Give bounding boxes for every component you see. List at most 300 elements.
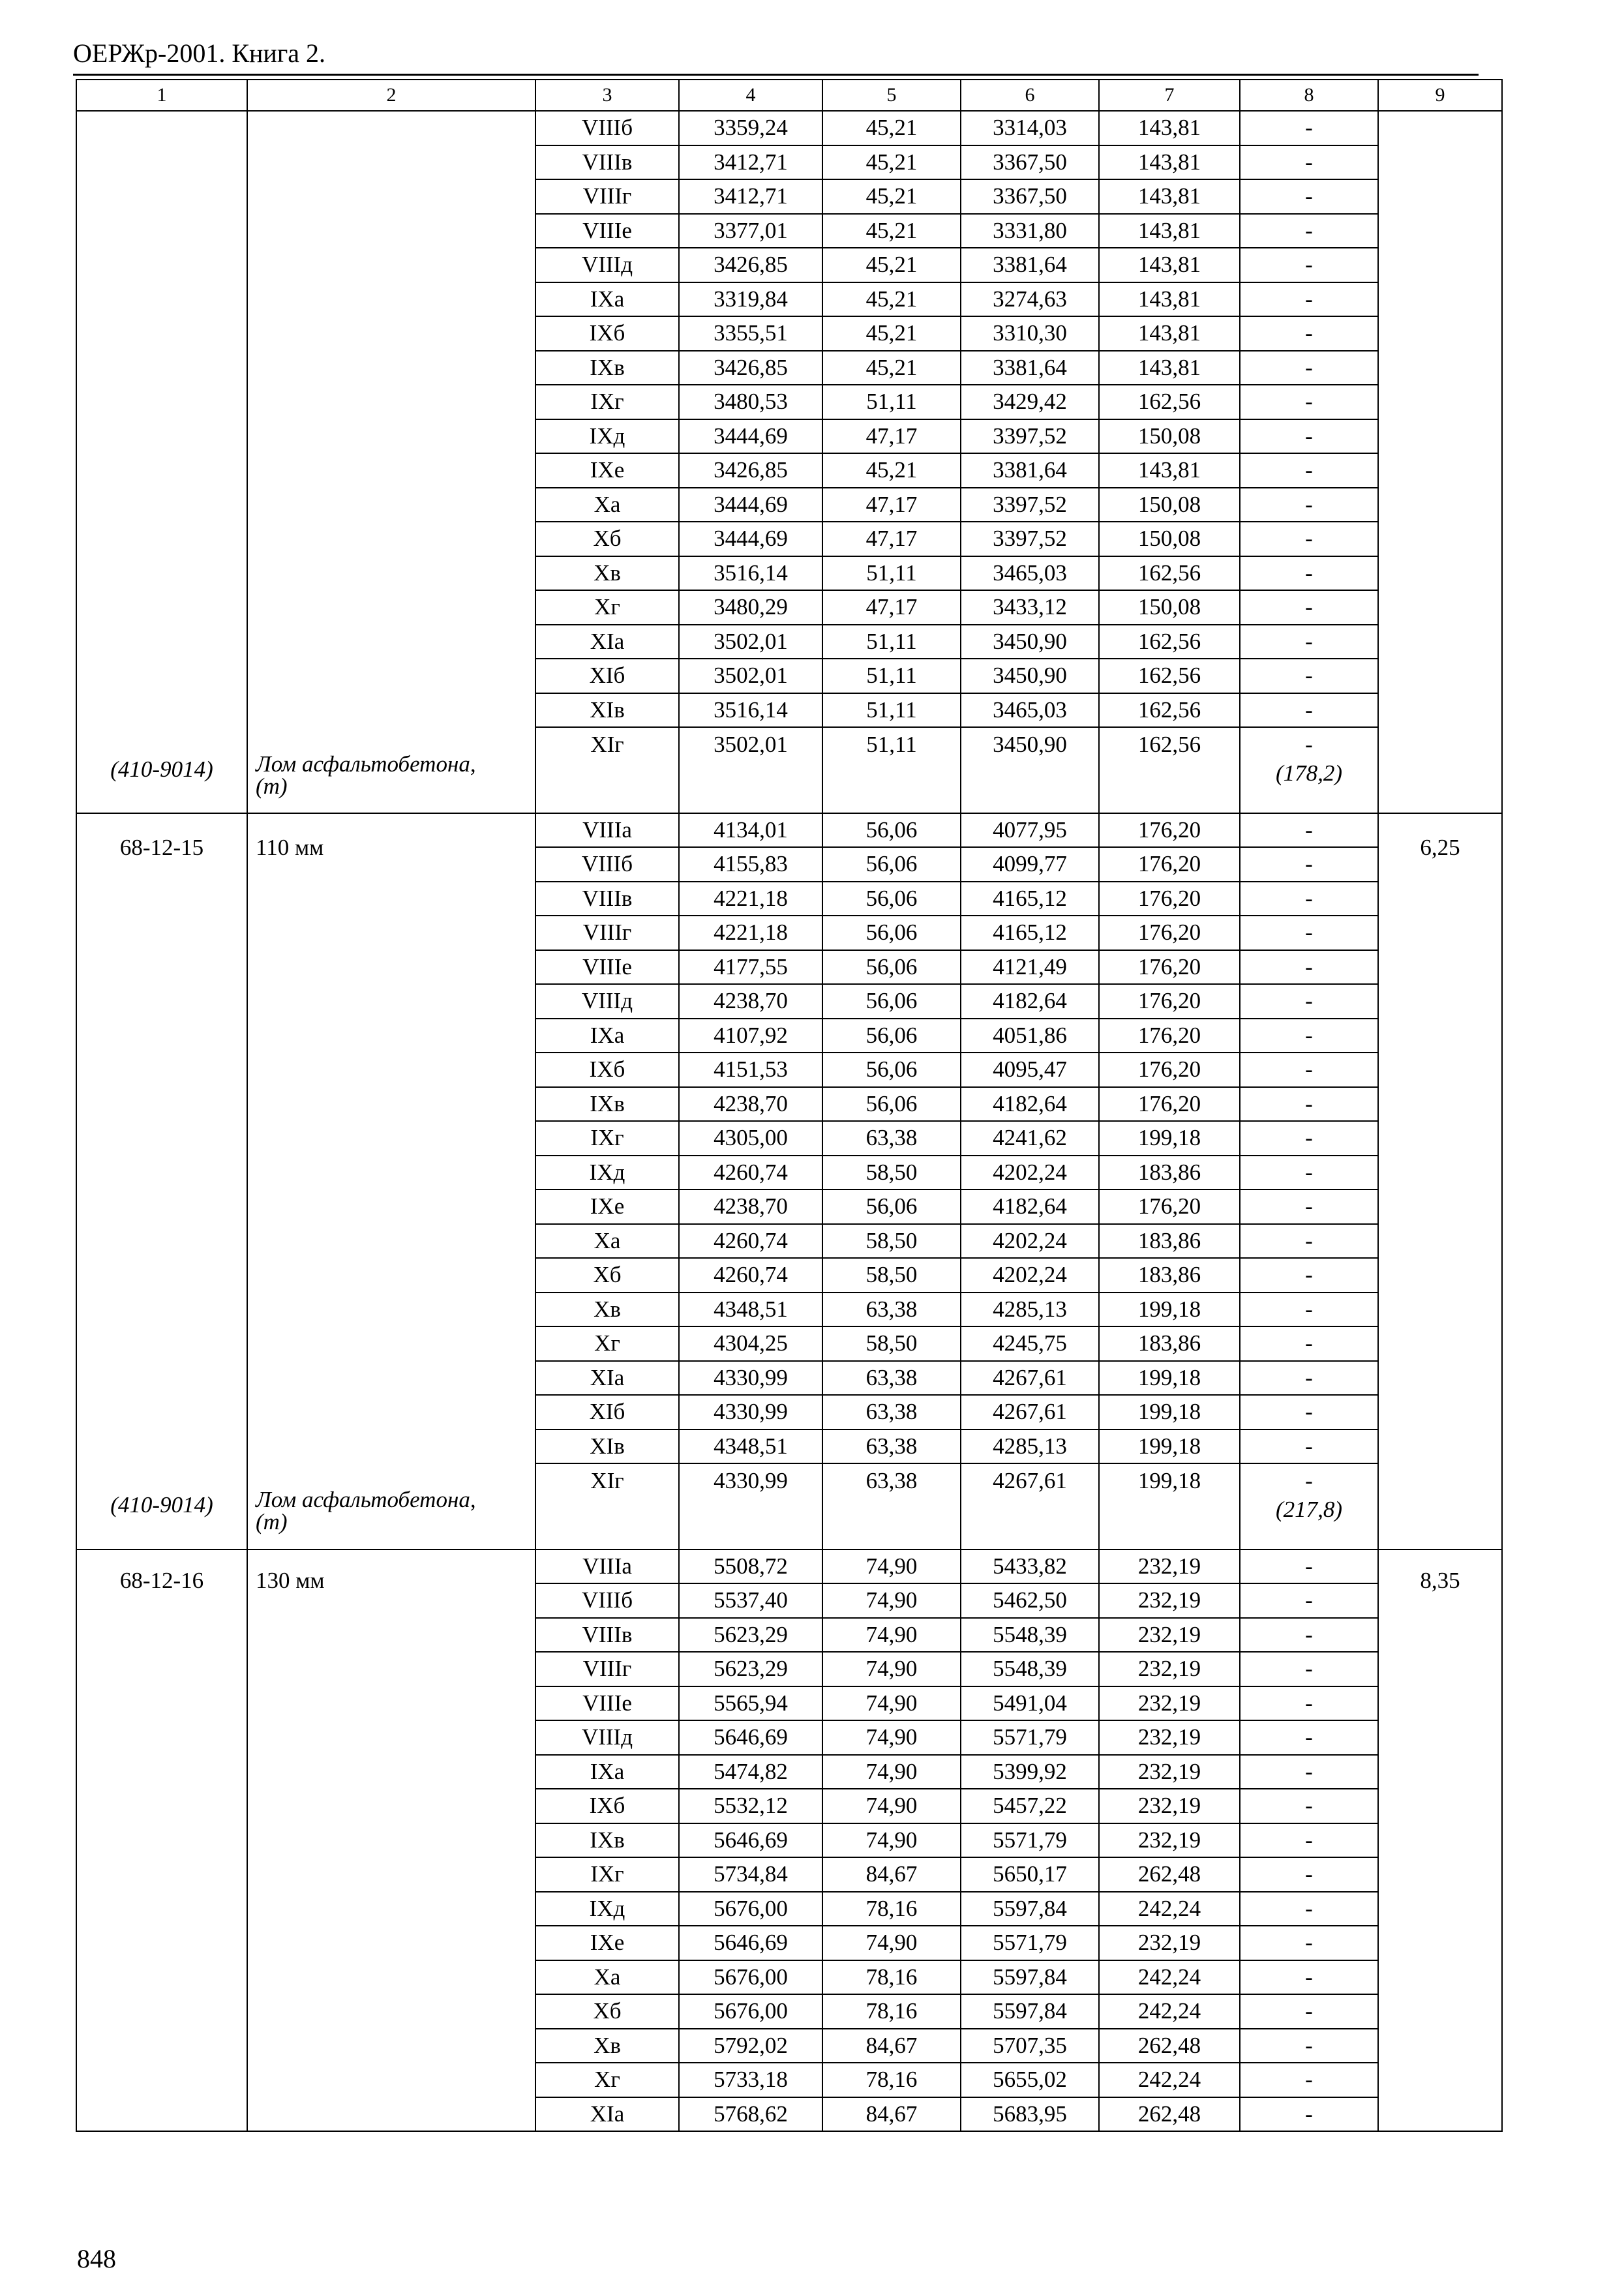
cell-col-7: 150,08 bbox=[1099, 419, 1240, 454]
cell-col-4: 4330,99 bbox=[679, 1395, 822, 1429]
cell-col-6: 3397,52 bbox=[961, 419, 1099, 454]
cell-col-5: 63,38 bbox=[822, 1463, 961, 1549]
cell-col-5: 63,38 bbox=[822, 1121, 961, 1156]
cell-col-6: 4267,61 bbox=[961, 1361, 1099, 1396]
cell-col-4: 4260,74 bbox=[679, 1156, 822, 1190]
cell-col-5: 45,21 bbox=[822, 179, 961, 214]
cell-col-8: - bbox=[1240, 351, 1378, 385]
cell-col-6: 4241,62 bbox=[961, 1121, 1099, 1156]
cell-col-7: 176,20 bbox=[1099, 1019, 1240, 1053]
cell-col-8: - bbox=[1240, 1686, 1378, 1721]
header-rule bbox=[73, 74, 1479, 76]
cell-col-8: - bbox=[1240, 316, 1378, 351]
cell-col-4: 3359,24 bbox=[679, 111, 822, 145]
cell-col-3: Xг bbox=[535, 2063, 679, 2097]
cell-col-5: 56,06 bbox=[822, 1053, 961, 1087]
cell-col-8: - bbox=[1240, 1019, 1378, 1053]
cell-col-8: - bbox=[1240, 419, 1378, 454]
cell-col-5: 78,16 bbox=[822, 1892, 961, 1926]
material-unit: (т) bbox=[256, 1508, 288, 1534]
cell-col-7: 262,48 bbox=[1099, 2097, 1240, 2132]
cell-col-7: 143,81 bbox=[1099, 111, 1240, 145]
cell-col-3: VIIIг bbox=[535, 1652, 679, 1686]
cell-col-3: Xа bbox=[535, 1224, 679, 1259]
cell-col-4: 3444,69 bbox=[679, 488, 822, 522]
cell-col-5: 56,06 bbox=[822, 916, 961, 950]
cell-col-7: 150,08 bbox=[1099, 522, 1240, 556]
cell-col-8: - bbox=[1240, 488, 1378, 522]
cell-col-3: Xа bbox=[535, 488, 679, 522]
cell-col-3: XIб bbox=[535, 659, 679, 693]
column-9-box bbox=[1379, 125, 1501, 800]
cell-col-3: XIа bbox=[535, 2097, 679, 2132]
cell-value: - bbox=[1305, 1468, 1313, 1493]
cell-col-6: 4285,13 bbox=[961, 1293, 1099, 1327]
cell-col-7: 162,56 bbox=[1099, 693, 1240, 728]
cell-col-7: 176,20 bbox=[1099, 916, 1240, 950]
cell-col-4: 5646,69 bbox=[679, 1926, 822, 1960]
cell-col-5: 45,21 bbox=[822, 145, 961, 180]
rate-code: 68-12-15 bbox=[119, 834, 204, 860]
cell-col-6: 4202,24 bbox=[961, 1156, 1099, 1190]
cell-col-4: 4348,51 bbox=[679, 1293, 822, 1327]
cell-col-8: - bbox=[1240, 1429, 1378, 1464]
cell-col-6: 5548,39 bbox=[961, 1652, 1099, 1686]
cell-col-8: - bbox=[1240, 882, 1378, 916]
cell-col-7: 143,81 bbox=[1099, 145, 1240, 180]
cell-col-8: - bbox=[1240, 1053, 1378, 1087]
cell-col-5: 47,17 bbox=[822, 488, 961, 522]
cell-col-8: - bbox=[1240, 693, 1378, 728]
cell-col-4: 4305,00 bbox=[679, 1121, 822, 1156]
cell-col-7: 242,24 bbox=[1099, 2063, 1240, 2097]
cell-col-8: - bbox=[1240, 950, 1378, 985]
material-code: (410-9014) bbox=[110, 1491, 213, 1518]
table-row bbox=[76, 111, 1502, 145]
cell-col-6: 4182,64 bbox=[961, 984, 1099, 1019]
cell-col-5: 56,06 bbox=[822, 847, 961, 882]
cell-col-7: 232,19 bbox=[1099, 1926, 1240, 1960]
cell-col-6: 3397,52 bbox=[961, 488, 1099, 522]
cell-col-8: - bbox=[1240, 1395, 1378, 1429]
cell-col-4: 3502,01 bbox=[679, 727, 822, 813]
cell-col-4: 4348,51 bbox=[679, 1429, 822, 1464]
cell-col-7: 199,18 bbox=[1099, 1121, 1240, 1156]
cell-col-6: 5548,39 bbox=[961, 1618, 1099, 1653]
cell-col-7: 162,56 bbox=[1099, 625, 1240, 659]
cell-col-6: 5597,84 bbox=[961, 1994, 1099, 2029]
cell-col-6: 4182,64 bbox=[961, 1087, 1099, 1122]
rate-code-box bbox=[77, 125, 247, 800]
work-description-box bbox=[248, 828, 535, 1535]
cell-col-3: VIIIд bbox=[535, 1720, 679, 1755]
cell-col-4: 4260,74 bbox=[679, 1224, 822, 1259]
cell-col-4: 3502,01 bbox=[679, 625, 822, 659]
cell-col-4: 4330,99 bbox=[679, 1463, 822, 1549]
cell-col-4: 3516,14 bbox=[679, 693, 822, 728]
cell-col-8: - bbox=[1240, 1326, 1378, 1361]
cell-col-7: 232,19 bbox=[1099, 1686, 1240, 1721]
cell-col-8: - bbox=[1240, 1789, 1378, 1823]
cell-col-7: 232,19 bbox=[1099, 1652, 1240, 1686]
column-9-box bbox=[1379, 1561, 1501, 2121]
cell-col-4: 3502,01 bbox=[679, 659, 822, 693]
cell-col-7: 143,81 bbox=[1099, 248, 1240, 282]
cell-col-7: 183,86 bbox=[1099, 1224, 1240, 1259]
cell-col-4: 3480,53 bbox=[679, 385, 822, 419]
cell-col-3: XIа bbox=[535, 625, 679, 659]
cell-col-8: - bbox=[1240, 2097, 1378, 2132]
cell-col-5: 78,16 bbox=[822, 1960, 961, 1995]
cell-col-8: - bbox=[1240, 984, 1378, 1019]
cell-col-3: IXб bbox=[535, 1789, 679, 1823]
column-9-cell bbox=[1378, 1549, 1502, 2132]
cell-col-3: VIIIб bbox=[535, 847, 679, 882]
cell-col-5: 78,16 bbox=[822, 2063, 961, 2097]
column-number: 9 bbox=[1378, 80, 1502, 111]
cell-col-5: 45,21 bbox=[822, 282, 961, 317]
cell-col-6: 3465,03 bbox=[961, 693, 1099, 728]
cell-col-3: IXб bbox=[535, 1053, 679, 1087]
work-description-box bbox=[248, 125, 535, 800]
cell-col-3: Xв bbox=[535, 2029, 679, 2063]
cell-col-7: 143,81 bbox=[1099, 214, 1240, 248]
cell-col-5: 63,38 bbox=[822, 1293, 961, 1327]
cell-col-7: 232,19 bbox=[1099, 1720, 1240, 1755]
cell-col-3: IXе bbox=[535, 1926, 679, 1960]
column-number: 7 bbox=[1099, 80, 1240, 111]
cell-col-4: 3355,51 bbox=[679, 316, 822, 351]
cell-col-6: 5462,50 bbox=[961, 1583, 1099, 1618]
cell-col-5: 45,21 bbox=[822, 351, 961, 385]
cell-col-7: 242,24 bbox=[1099, 1994, 1240, 2029]
cell-col-8: - bbox=[1240, 111, 1378, 145]
cell-col-3: Xв bbox=[535, 1293, 679, 1327]
cell-col-4: 3426,85 bbox=[679, 248, 822, 282]
cell-col-4: 4238,70 bbox=[679, 1189, 822, 1224]
cell-col-3: VIIIе bbox=[535, 1686, 679, 1721]
cell-col-5: 56,06 bbox=[822, 1189, 961, 1224]
cell-col-5: 45,21 bbox=[822, 453, 961, 488]
cell-col-6: 5597,84 bbox=[961, 1960, 1099, 1995]
cell-col-6: 3450,90 bbox=[961, 625, 1099, 659]
cell-col-8: - bbox=[1240, 145, 1378, 180]
cell-col-6: 5457,22 bbox=[961, 1789, 1099, 1823]
cell-col-3: IXв bbox=[535, 351, 679, 385]
cell-col-3: VIIIб bbox=[535, 111, 679, 145]
cell-col-8: - bbox=[1240, 556, 1378, 591]
work-description-cell bbox=[247, 813, 535, 1549]
cell-col-8: - bbox=[1240, 1293, 1378, 1327]
cell-col-8 bbox=[1240, 727, 1378, 813]
cell-col-6: 3274,63 bbox=[961, 282, 1099, 317]
cell-col-8: - bbox=[1240, 453, 1378, 488]
cell-col-8: - bbox=[1240, 813, 1378, 848]
cell-col-4: 3412,71 bbox=[679, 179, 822, 214]
cell-col-7: 176,20 bbox=[1099, 1053, 1240, 1087]
cell-col-3: VIIIб bbox=[535, 1583, 679, 1618]
cell-col-6: 5597,84 bbox=[961, 1892, 1099, 1926]
cell-col-3: VIIIа bbox=[535, 1549, 679, 1584]
cell-col-4: 4155,83 bbox=[679, 847, 822, 882]
cell-col-6: 4182,64 bbox=[961, 1189, 1099, 1224]
cell-col-7: 183,86 bbox=[1099, 1258, 1240, 1293]
cell-col-4: 5474,82 bbox=[679, 1755, 822, 1789]
cell-col-6: 5655,02 bbox=[961, 2063, 1099, 2097]
rate-code-box bbox=[77, 1561, 247, 2121]
cell-col-5: 84,67 bbox=[822, 2097, 961, 2132]
cell-col-8: - bbox=[1240, 625, 1378, 659]
cell-col-3: Xв bbox=[535, 556, 679, 591]
cell-col-6: 3465,03 bbox=[961, 556, 1099, 591]
page-number: 848 bbox=[77, 2244, 116, 2273]
cell-col-8: - bbox=[1240, 916, 1378, 950]
cell-col-8: - bbox=[1240, 1224, 1378, 1259]
cell-col-5: 58,50 bbox=[822, 1258, 961, 1293]
cell-col-3: VIIIв bbox=[535, 882, 679, 916]
cell-col-5: 45,21 bbox=[822, 214, 961, 248]
cell-col-5: 74,90 bbox=[822, 1789, 961, 1823]
cell-col-6: 5650,17 bbox=[961, 1857, 1099, 1892]
cell-col-8: - bbox=[1240, 248, 1378, 282]
rate-code-box bbox=[77, 828, 247, 1535]
column-9-cell bbox=[1378, 111, 1502, 813]
cell-col-8: - bbox=[1240, 1361, 1378, 1396]
cell-col-3: VIIIе bbox=[535, 950, 679, 985]
cell-col-4: 5537,40 bbox=[679, 1583, 822, 1618]
column-9-value: 6,25 bbox=[1420, 834, 1460, 860]
cell-col-4: 5733,18 bbox=[679, 2063, 822, 2097]
cell-col-3: XIг bbox=[535, 1463, 679, 1549]
cell-col-8: - bbox=[1240, 1720, 1378, 1755]
cell-col-7: 143,81 bbox=[1099, 316, 1240, 351]
cell-col-6: 5571,79 bbox=[961, 1823, 1099, 1858]
rate-code-cell bbox=[76, 1549, 247, 2132]
cell-col-3: IXа bbox=[535, 282, 679, 317]
cell-col-6: 5683,95 bbox=[961, 2097, 1099, 2132]
cell-col-5: 84,67 bbox=[822, 2029, 961, 2063]
cell-col-5: 74,90 bbox=[822, 1926, 961, 1960]
cell-col-4: 4134,01 bbox=[679, 813, 822, 848]
cell-col-8: - bbox=[1240, 214, 1378, 248]
cell-col-7: 242,24 bbox=[1099, 1892, 1240, 1926]
cell-col-4: 4260,74 bbox=[679, 1258, 822, 1293]
cell-col-6: 3381,64 bbox=[961, 248, 1099, 282]
cell-col-4: 5646,69 bbox=[679, 1720, 822, 1755]
cell-col-4: 5676,00 bbox=[679, 1994, 822, 2029]
cell-col-7: 262,48 bbox=[1099, 2029, 1240, 2063]
rate-code-cell bbox=[76, 111, 247, 813]
cell-col-4: 4304,25 bbox=[679, 1326, 822, 1361]
cell-col-3: VIIIг bbox=[535, 916, 679, 950]
cell-col-4: 5768,62 bbox=[679, 2097, 822, 2132]
cell-col-8: - bbox=[1240, 659, 1378, 693]
work-description-box bbox=[248, 1561, 535, 2121]
cell-col-7: 262,48 bbox=[1099, 1857, 1240, 1892]
cell-col-6: 4202,24 bbox=[961, 1258, 1099, 1293]
work-description: 110 мм bbox=[256, 834, 324, 860]
cell-col-3: XIв bbox=[535, 693, 679, 728]
cell-col-4: 4221,18 bbox=[679, 882, 822, 916]
cell-col-6: 4202,24 bbox=[961, 1224, 1099, 1259]
column-9-value: 8,35 bbox=[1420, 1567, 1460, 1593]
cell-col-4: 3516,14 bbox=[679, 556, 822, 591]
cell-col-3: IXа bbox=[535, 1019, 679, 1053]
cell-col-3: VIIIв bbox=[535, 145, 679, 180]
cell-col-7: 232,19 bbox=[1099, 1789, 1240, 1823]
cell-col-5: 74,90 bbox=[822, 1652, 961, 1686]
cell-col-7: 176,20 bbox=[1099, 813, 1240, 848]
cell-col-7: 199,18 bbox=[1099, 1429, 1240, 1464]
cell-col-6: 5399,92 bbox=[961, 1755, 1099, 1789]
column-number: 8 bbox=[1240, 80, 1378, 111]
column-number: 2 bbox=[247, 80, 535, 111]
cell-col-4: 4221,18 bbox=[679, 916, 822, 950]
cell-col-4: 5676,00 bbox=[679, 1960, 822, 1995]
cell-col-3: Xб bbox=[535, 1994, 679, 2029]
cell-col-8: - bbox=[1240, 1121, 1378, 1156]
cell-col-7: 199,18 bbox=[1099, 1395, 1240, 1429]
cell-col-5: 56,06 bbox=[822, 882, 961, 916]
cell-col-3: Xг bbox=[535, 590, 679, 625]
cell-col-8: - bbox=[1240, 2063, 1378, 2097]
cell-col-4: 4238,70 bbox=[679, 1087, 822, 1122]
cell-col-6: 4165,12 bbox=[961, 916, 1099, 950]
cell-col-5: 74,90 bbox=[822, 1549, 961, 1584]
rate-code-cell bbox=[76, 813, 247, 1549]
cell-col-6: 4165,12 bbox=[961, 882, 1099, 916]
cell-col-6: 4285,13 bbox=[961, 1429, 1099, 1464]
cell-col-8: - bbox=[1240, 1583, 1378, 1618]
cell-col-6: 4077,95 bbox=[961, 813, 1099, 848]
cell-col-7: 176,20 bbox=[1099, 984, 1240, 1019]
cell-col-8: - bbox=[1240, 1823, 1378, 1858]
cell-col-7: 183,86 bbox=[1099, 1156, 1240, 1190]
cell-col-5: 56,06 bbox=[822, 984, 961, 1019]
cell-col-6: 4095,47 bbox=[961, 1053, 1099, 1087]
cell-col-7: 199,18 bbox=[1099, 1293, 1240, 1327]
cell-col-6: 5571,79 bbox=[961, 1926, 1099, 1960]
cell-col-4: 3480,29 bbox=[679, 590, 822, 625]
cell-col-6: 3433,12 bbox=[961, 590, 1099, 625]
cell-value: - bbox=[1305, 732, 1313, 757]
cell-col-5: 56,06 bbox=[822, 813, 961, 848]
cell-col-8: - bbox=[1240, 1618, 1378, 1653]
cell-col-3: IXб bbox=[535, 316, 679, 351]
cell-col-4: 4151,53 bbox=[679, 1053, 822, 1087]
column-number: 4 bbox=[679, 80, 822, 111]
cell-col-6: 3397,52 bbox=[961, 522, 1099, 556]
cell-col-8: - bbox=[1240, 1960, 1378, 1995]
cell-col-7: 162,56 bbox=[1099, 385, 1240, 419]
cell-col-8: - bbox=[1240, 1926, 1378, 1960]
cell-col-3: VIIIг bbox=[535, 179, 679, 214]
cell-col-5: 45,21 bbox=[822, 111, 961, 145]
cell-col-6: 3314,03 bbox=[961, 111, 1099, 145]
cell-col-8: - bbox=[1240, 1652, 1378, 1686]
cell-col-5: 45,21 bbox=[822, 316, 961, 351]
cell-col-8: - bbox=[1240, 1549, 1378, 1584]
cell-col-4: 3319,84 bbox=[679, 282, 822, 317]
cell-col-4: 5792,02 bbox=[679, 2029, 822, 2063]
cell-col-8: - bbox=[1240, 1994, 1378, 2029]
cell-col-4: 3426,85 bbox=[679, 351, 822, 385]
cell-col-7: 176,20 bbox=[1099, 950, 1240, 985]
cell-col-7: 199,18 bbox=[1099, 1463, 1240, 1549]
cell-col-4: 5646,69 bbox=[679, 1823, 822, 1858]
cell-col-4: 3426,85 bbox=[679, 453, 822, 488]
cell-col-7: 176,20 bbox=[1099, 1087, 1240, 1122]
cell-col-7: 143,81 bbox=[1099, 282, 1240, 317]
work-description: 130 мм bbox=[256, 1567, 325, 1593]
price-table bbox=[76, 79, 1503, 2132]
cell-col-3: IXе bbox=[535, 453, 679, 488]
cell-col-8: - bbox=[1240, 282, 1378, 317]
cell-col-8: - bbox=[1240, 385, 1378, 419]
cell-col-6: 3381,64 bbox=[961, 453, 1099, 488]
cell-col-5: 47,17 bbox=[822, 419, 961, 454]
cell-col-5: 51,11 bbox=[822, 625, 961, 659]
cell-col-5: 47,17 bbox=[822, 590, 961, 625]
cell-col-6: 3331,80 bbox=[961, 214, 1099, 248]
cell-col-5: 74,90 bbox=[822, 1686, 961, 1721]
table-row bbox=[76, 813, 1502, 848]
cell-col-8: - bbox=[1240, 1258, 1378, 1293]
cell-col-4: 3444,69 bbox=[679, 522, 822, 556]
cell-col-7: 150,08 bbox=[1099, 488, 1240, 522]
cell-col-6: 5433,82 bbox=[961, 1549, 1099, 1584]
cell-col-8: - bbox=[1240, 1087, 1378, 1122]
cell-col-5: 84,67 bbox=[822, 1857, 961, 1892]
cell-col-3: IXг bbox=[535, 385, 679, 419]
cell-col-8: - bbox=[1240, 1857, 1378, 1892]
cell-col-8: - bbox=[1240, 847, 1378, 882]
column-number: 6 bbox=[961, 80, 1099, 111]
cell-col-4: 3444,69 bbox=[679, 419, 822, 454]
table-row bbox=[76, 1549, 1502, 1584]
column-number: 5 bbox=[822, 80, 961, 111]
cell-col-6: 5491,04 bbox=[961, 1686, 1099, 1721]
cell-col-5: 51,11 bbox=[822, 693, 961, 728]
cell-col-5: 58,50 bbox=[822, 1326, 961, 1361]
cell-col-5: 51,11 bbox=[822, 727, 961, 813]
cell-col-8: - bbox=[1240, 522, 1378, 556]
cell-col-5: 56,06 bbox=[822, 1019, 961, 1053]
cell-col-4: 5623,29 bbox=[679, 1618, 822, 1653]
cell-col-3: IXг bbox=[535, 1121, 679, 1156]
cell-col-5: 58,50 bbox=[822, 1224, 961, 1259]
cell-col-6: 3310,30 bbox=[961, 316, 1099, 351]
cell-col-7: 199,18 bbox=[1099, 1361, 1240, 1396]
cell-col-6: 4121,49 bbox=[961, 950, 1099, 985]
cell-col-3: VIIIд bbox=[535, 984, 679, 1019]
cell-col-8: - bbox=[1240, 1189, 1378, 1224]
cell-col-6: 5571,79 bbox=[961, 1720, 1099, 1755]
cell-col-7: 176,20 bbox=[1099, 1189, 1240, 1224]
rate-code: 68-12-16 bbox=[119, 1567, 204, 1593]
cell-col-3: IXа bbox=[535, 1755, 679, 1789]
cell-col-6: 3429,42 bbox=[961, 385, 1099, 419]
cell-col-7: 242,24 bbox=[1099, 1960, 1240, 1995]
cell-col-8: - bbox=[1240, 2029, 1378, 2063]
cell-col-3: Xг bbox=[535, 1326, 679, 1361]
cell-col-6: 4051,86 bbox=[961, 1019, 1099, 1053]
cell-col-5: 74,90 bbox=[822, 1618, 961, 1653]
cell-col-3: Xб bbox=[535, 1258, 679, 1293]
cell-col-6: 3450,90 bbox=[961, 659, 1099, 693]
cell-col-4: 5565,94 bbox=[679, 1686, 822, 1721]
cell-col-8: - bbox=[1240, 179, 1378, 214]
